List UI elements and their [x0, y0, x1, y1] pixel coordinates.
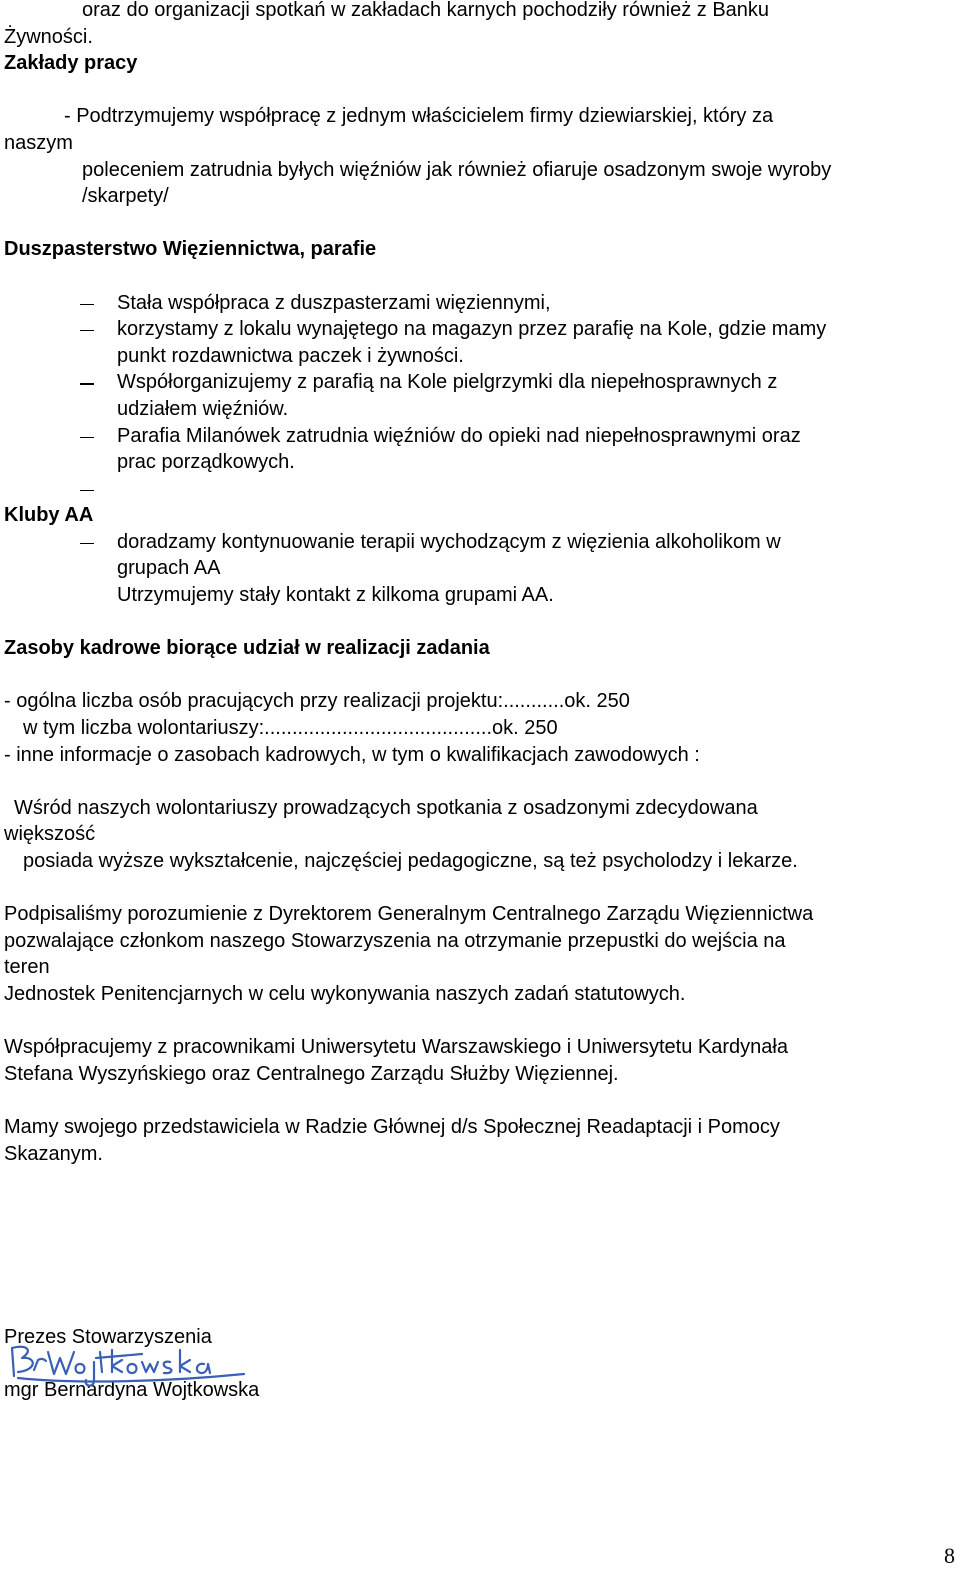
signatory-name: mgr Bernardyna Wojtkowska: [4, 1379, 260, 1402]
paragraph-line: naszym: [4, 131, 73, 154]
dash-bullet-icon: [80, 490, 94, 491]
paragraph-line: /skarpety/: [82, 185, 169, 208]
paragraph-line: poleceniem zatrudnia byłych więźniów jak również ofiaruje osadzonym swoje wyroby: [82, 158, 832, 181]
paragraph-line: Wśród naszych wolontariuszy prowadzących spotkania z osadzonymi zdecydowana: [14, 796, 758, 819]
paragraph-line: - inne informacje o zasobach kadrowych, w tym o kwalifikacjach zawodowych :: [4, 743, 700, 766]
dash-bullet-icon: [80, 383, 94, 384]
paragraph-line: pozwalające członkom naszego Stowarzyszenia na otrzymanie przepustki do wejścia na: [4, 929, 786, 952]
paragraph-line: Skazanym.: [4, 1142, 103, 1165]
paragraph-line: Jednostek Penitencjarnych w celu wykonywania naszych zadań statutowych.: [4, 982, 686, 1005]
paragraph-line: - ogólna liczba osób pracujących przy realizacji projektu:...........ok. 250: [4, 690, 630, 713]
list-item: Współorganizujemy z parafią na Kole pielgrzymki dla niepełnosprawnych z udziałem więźniów.: [4, 369, 954, 422]
list-item: korzystamy z lokalu wynajętego na magazyn przez parafię na Kole, gdzie mamy punkt rozdawnictwa paczek i żywności.: [4, 316, 954, 369]
paragraph-line: posiada wyższe wykształcenie, najczęściej pedagogiczne, są też psycholodzy i lekarze.: [23, 850, 798, 872]
intro-line: Żywności.: [4, 25, 93, 48]
handwritten-signature-icon: [4, 1340, 249, 1390]
section-heading-duszpasterstwo: Duszpasterstwo Więziennictwa, parafie: [4, 238, 377, 261]
duszpasterstwo-list: [4, 290, 954, 503]
paragraph-line: Stefana Wyszyńskiego oraz Centralnego Zarządu Służby Więziennej.: [4, 1062, 619, 1085]
dash-bullet-icon: [80, 304, 94, 305]
dash-bullet-icon: [80, 330, 94, 331]
list-item: doradzamy kontynuowanie terapii wychodzącym z więzienia alkoholikom w grupach AA Utrzymujemy stały kontakt z kilkoma grupami AA.: [4, 529, 954, 609]
section-heading-zasoby: Zasoby kadrowe biorące udział w realizacji zadania: [4, 637, 490, 660]
intro-line: oraz do organizacji spotkań w zakładach karnych pochodziły również z Banku: [82, 0, 770, 21]
paragraph-line: Podpisaliśmy porozumienie z Dyrektorem Generalnym Centralnego Zarządu Więziennictwa: [4, 903, 814, 926]
list-item: Stała współpraca z duszpasterzami więziennymi,: [4, 290, 954, 317]
dash-bullet-icon: [80, 543, 94, 544]
page-number: 8: [944, 1543, 955, 1568]
kluby-list: [4, 529, 954, 609]
document-page: [4, 0, 954, 1167]
paragraph-line: teren: [4, 956, 50, 979]
paragraph-line: Mamy swojego przedstawiciela w Radzie Głównej d/s Społecznej Readaptacji i Pomocy: [4, 1115, 780, 1138]
section-heading-kluby: Kluby AA: [4, 504, 94, 527]
paragraph-line: - Podtrzymujemy współpracę z jednym właścicielem firmy dziewiarskiej, który za: [64, 105, 774, 128]
paragraph-line: w tym liczba wolontariuszy:.........................................ok. 250: [23, 717, 558, 740]
section-heading-zaklady: Zakłady pracy: [4, 52, 138, 75]
paragraph-line: Współpracujemy z pracownikami Uniwersytetu Warszawskiego i Uniwersytetu Kardynała: [4, 1036, 788, 1059]
signatory-title: Prezes Stowarzyszenia: [4, 1326, 212, 1348]
list-item-empty: [4, 476, 954, 503]
list-item: Parafia Milanówek zatrudnia więźniów do opieki nad niepełnosprawnymi oraz prac porządkowych.: [4, 423, 954, 476]
dash-bullet-icon: [80, 437, 94, 438]
paragraph-line: większość: [4, 823, 96, 846]
